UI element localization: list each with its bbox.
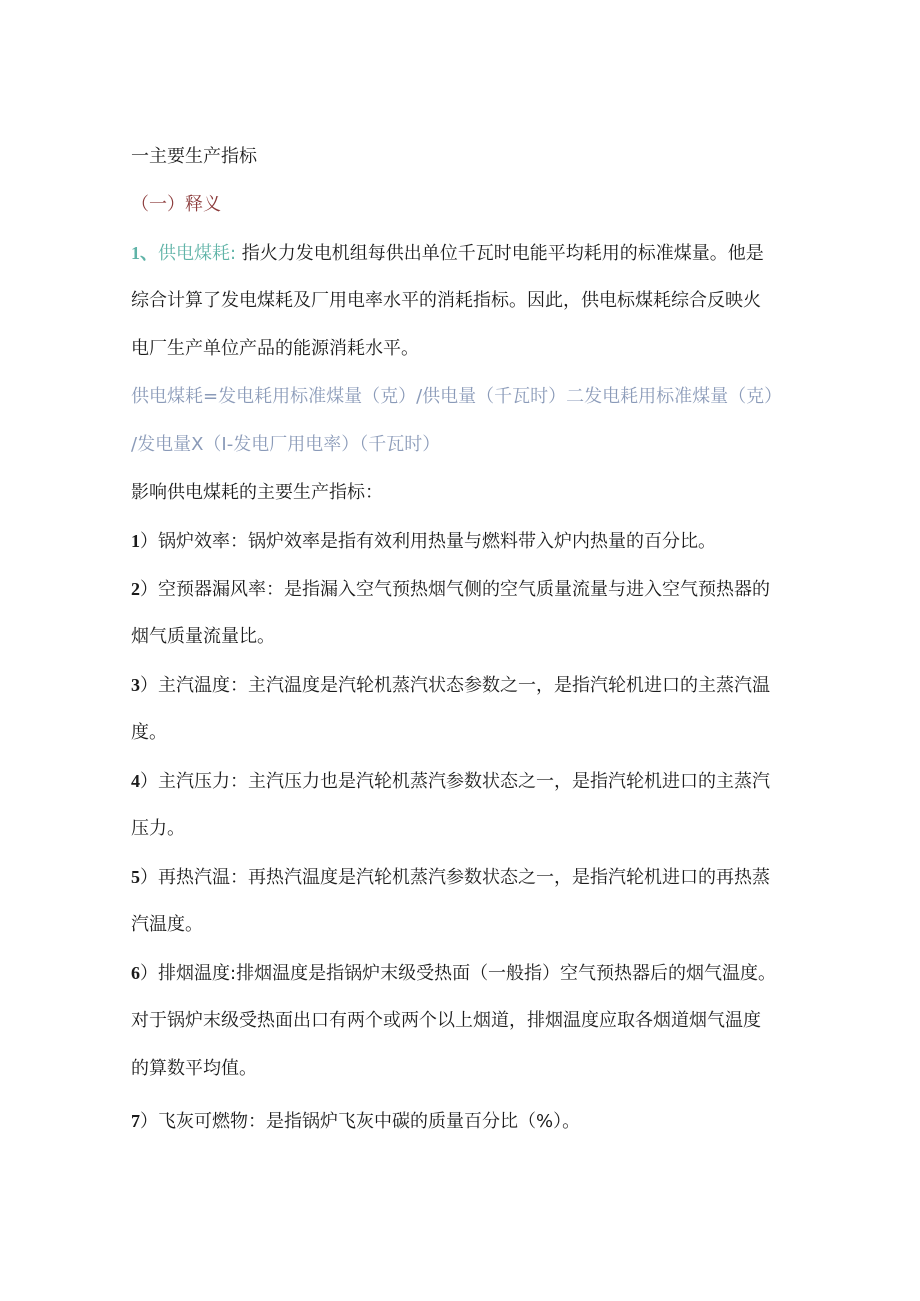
list-item-2-cont: 烟气质量流量比。 [131, 626, 275, 647]
item1-text: 指火力发电机组每供出单位千瓦时电能平均耗用的标准煤量。他是 [236, 243, 764, 264]
subsection-heading: （一）释义 [131, 194, 221, 215]
list-item-2 [131, 565, 799, 613]
item1-number: 1、 [131, 243, 158, 263]
list-item-number: 5 [131, 867, 140, 887]
list-item-number: 1 [131, 531, 140, 551]
list-item-4 [131, 757, 799, 805]
list-item-text: ）排烟温度:排烟温度是指锅炉末级受热面（一般指）空气预热器后的烟气温度。 [140, 963, 777, 984]
list-item-4-cont: 压力。 [131, 818, 185, 839]
list-item-3-cont: 度。 [131, 722, 167, 743]
list-item-number: 6 [131, 963, 140, 983]
item1-line3: 电厂生产单位产品的能源消耗水平。 [131, 338, 419, 359]
list-item-1 [131, 517, 799, 565]
list-item-number: 7 [131, 1111, 140, 1131]
list-item-text: ）再热汽温：再热汽温度是汽轮机蒸汽参数状态之一，是指汽轮机进口的再热蒸 [140, 867, 770, 888]
document-body [131, 133, 799, 1145]
list-item-text: ）空预器漏风率：是指漏入空气预热烟气侧的空气质量流量与进入空气预热器的 [140, 579, 770, 600]
list-item-text: ）飞灰可燃物：是指锅炉飞灰中碳的质量百分比（%）。 [140, 1111, 581, 1132]
list-item-6-cont2: 的算数平均值。 [131, 1058, 257, 1079]
item1-line1 [131, 229, 799, 277]
list-item-text: ）锅炉效率：锅炉效率是指有效利用热量与燃料带入炉内热量的百分比。 [140, 531, 716, 552]
list-item-text: ）主汽压力：主汽压力也是汽轮机蒸汽参数状态之一，是指汽轮机进口的主蒸汽 [140, 771, 770, 792]
item1-line2: 综合计算了发电煤耗及厂用电率水平的消耗指标。因此，供电标煤耗综合反映火 [131, 290, 761, 311]
section-heading: 一主要生产指标 [131, 146, 257, 167]
list-item-number: 2 [131, 579, 140, 599]
list-item-7 [131, 1097, 799, 1145]
intro-text: 影响供电煤耗的主要生产指标： [131, 482, 383, 503]
list-item-5 [131, 853, 799, 901]
list-item-number: 4 [131, 771, 140, 791]
item1-term: 供电煤耗: [158, 243, 237, 264]
formula-line2: /发电量X（I-发电厂用电率）（千瓦时） [131, 434, 441, 455]
list-item-3 [131, 661, 799, 709]
list-item-text: ）主汽温度：主汽温度是汽轮机蒸汽状态参数之一，是指汽轮机进口的主蒸汽温 [140, 675, 770, 696]
list-item-5-cont: 汽温度。 [131, 914, 203, 935]
list-item-6-cont: 对于锅炉末级受热面出口有两个或两个以上烟道，排烟温度应取各烟道烟气温度 [131, 1010, 761, 1031]
list-item-number: 3 [131, 675, 140, 695]
formula-line1: 供电煤耗=发电耗用标准煤量（克）/供电量（千瓦时）二发电耗用标准煤量（克） [131, 386, 783, 407]
list-item-6 [131, 949, 799, 997]
